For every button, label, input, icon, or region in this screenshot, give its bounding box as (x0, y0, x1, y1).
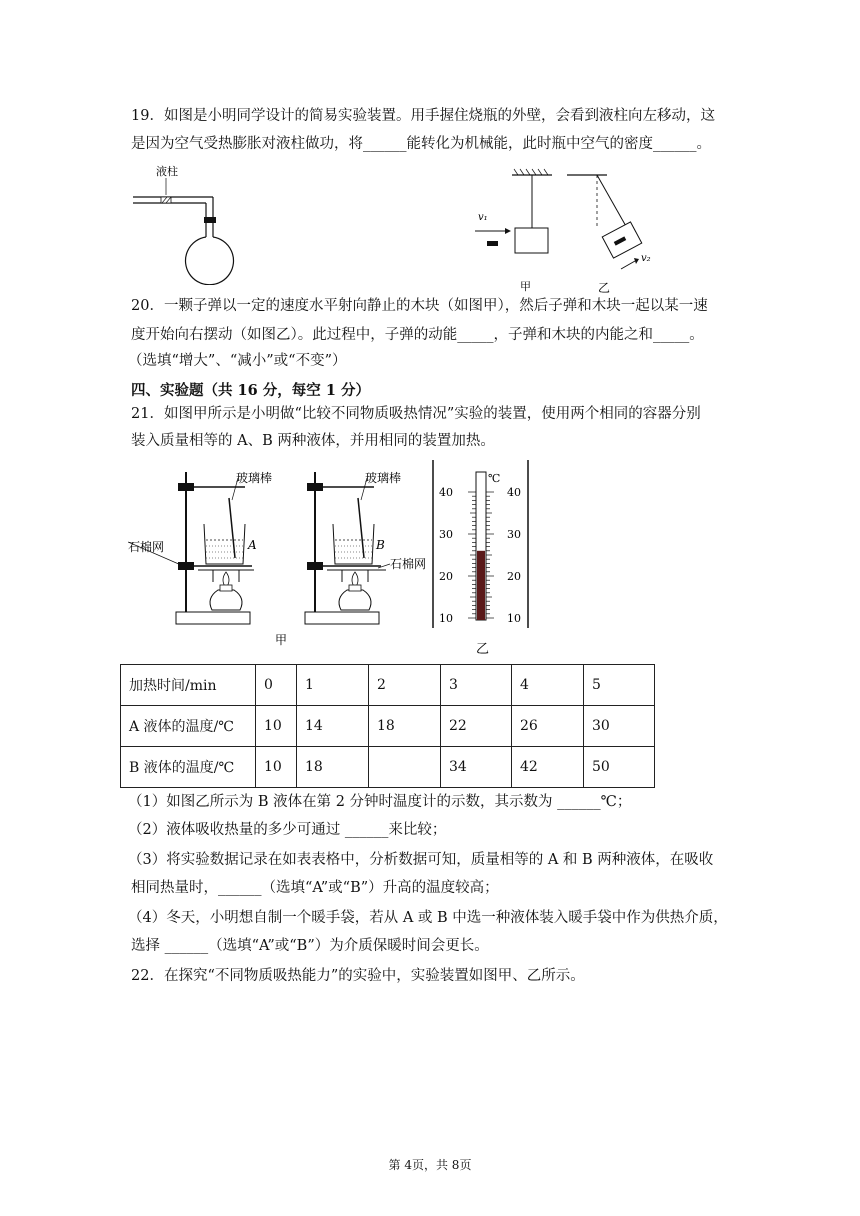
q21-sub-4-line-2: 选择 ______（选填“A”或“B”）为介质保暖时间会更长。 (131, 938, 489, 954)
table-cell: 10 (256, 706, 297, 747)
fig-caption-jia-21: 甲 (275, 633, 288, 647)
table-cell: 2 (369, 665, 441, 706)
table-cell: 34 (441, 747, 512, 788)
q20-line-1: 20．一颗子弹以一定的速度水平射向静止的木块（如图甲），然后子弹和木块一起以某一速 (131, 298, 708, 314)
flask-figure (128, 160, 248, 285)
table-row (121, 747, 655, 788)
table-row (121, 706, 655, 747)
glass-rod-label-b: 玻璃棒 (365, 471, 402, 485)
q21-sub-4-line-1: （4）冬天，小明想自制一个暖手袋，若从 A 或 B 中选一种液体装入暖手袋中作为供热介质， (128, 910, 728, 926)
heating-apparatus-figure (128, 460, 440, 650)
liquid-b-label: B (376, 538, 385, 552)
thermometer-tick-label-right: 30 (507, 528, 521, 541)
thermometer-tick-label-right: 20 (507, 570, 521, 583)
glass-rod-label-a: 玻璃棒 (236, 471, 273, 485)
table-cell: 30 (584, 706, 655, 747)
q21-sub-2: （2）液体吸收热量的多少可通过 ______来比较； (128, 822, 447, 838)
q22-line-1: 22．在探究“不同物质吸热能力”的实验中，实验装置如图甲、乙所示。 (131, 968, 585, 984)
liquid-a-label: A (248, 538, 257, 552)
table-cell: 1 (297, 665, 369, 706)
setup-a (128, 470, 272, 624)
thermometer-tick-label-left: 20 (439, 570, 453, 583)
asbestos-net-label-a: 石棉网 (128, 540, 165, 554)
q21-sub-3-line-1: （3）将实验数据记录在如表表格中，分析数据可知，质量相等的 A 和 B 两种液体，在吸收 (128, 852, 714, 868)
table-cell: 26 (512, 706, 584, 747)
thermometer-tick-label-left: 10 (439, 612, 453, 625)
table-cell: 10 (256, 747, 297, 788)
table-cell: 22 (441, 706, 512, 747)
table-cell: 18 (369, 706, 441, 747)
table-cell: 18 (297, 747, 369, 788)
v2-label: v₂ (641, 253, 651, 264)
table-cell: 50 (584, 747, 655, 788)
table-cell: 42 (512, 747, 584, 788)
pendulum-figure (475, 165, 685, 295)
thermometer-unit: ℃ (488, 472, 501, 485)
page-footer: 第 4页，共 8页 (388, 1158, 472, 1172)
table-cell: 5 (584, 665, 655, 706)
table-cell: B 液体的温度/℃ (121, 747, 256, 788)
table-cell: A 液体的温度/℃ (121, 706, 256, 747)
q21-sub-1: （1）如图乙所示为 B 液体在第 2 分钟时温度计的示数，其示数为 ______℃； (128, 794, 632, 810)
table-row (121, 665, 655, 706)
liquid-column-label: 液柱 (156, 165, 178, 178)
q20-line-2: 度开始向右摆动（如图乙）。此过程中，子弹的动能_____，子弹和木块的内能之和_____。 (131, 327, 704, 343)
q21-line-2: 装入质量相等的 A、B 两种液体，并用相同的装置加热。 (131, 433, 495, 449)
table-cell (369, 747, 441, 788)
table-cell: 14 (297, 706, 369, 747)
fig-caption-yi-21: 乙 (476, 642, 490, 657)
fig-caption-yi-20: 乙 (598, 281, 611, 295)
q21-sub-3-line-2: 相同热量时，______（选填“A”或“B”）升高的温度较高； (131, 880, 499, 896)
thermometer-figure (425, 458, 540, 658)
setup-b (305, 470, 426, 624)
fig-caption-jia-20: 甲 (520, 280, 531, 293)
table-cell: 4 (512, 665, 584, 706)
thermometer-tick-label-right: 40 (507, 486, 521, 499)
q19-line-2: 是因为空气受热膨胀对液柱做功，将______能转化为机械能，此时瓶中空气的密度______。 (131, 136, 711, 152)
table-cell: 0 (256, 665, 297, 706)
q20-line-3: （选填“增大”、“减小”或“不变”） (128, 353, 347, 369)
section-heading: 四、实验题（共 16 分，每空 1 分） (131, 382, 370, 399)
v1-label: v₁ (478, 212, 488, 223)
mercury-column (477, 551, 485, 620)
thermometer-tick-label-left: 30 (439, 528, 453, 541)
q21-line-1: 21．如图甲所示是小明做“比较不同物质吸热情况”实验的装置，使用两个相同的容器分别 (131, 406, 701, 422)
asbestos-net-label-b: 石棉网 (390, 557, 427, 571)
q19-line-1: 19．如图是小明同学设计的简易实验装置。用手握住烧瓶的外壁，会看到液柱向左移动，这 (131, 108, 715, 124)
thermometer-tick-label-right: 10 (507, 612, 521, 625)
table-cell: 3 (441, 665, 512, 706)
thermometer-tick-label-left: 40 (439, 486, 453, 499)
temperature-table (120, 664, 655, 788)
table-cell: 加热时间/min (121, 665, 256, 706)
